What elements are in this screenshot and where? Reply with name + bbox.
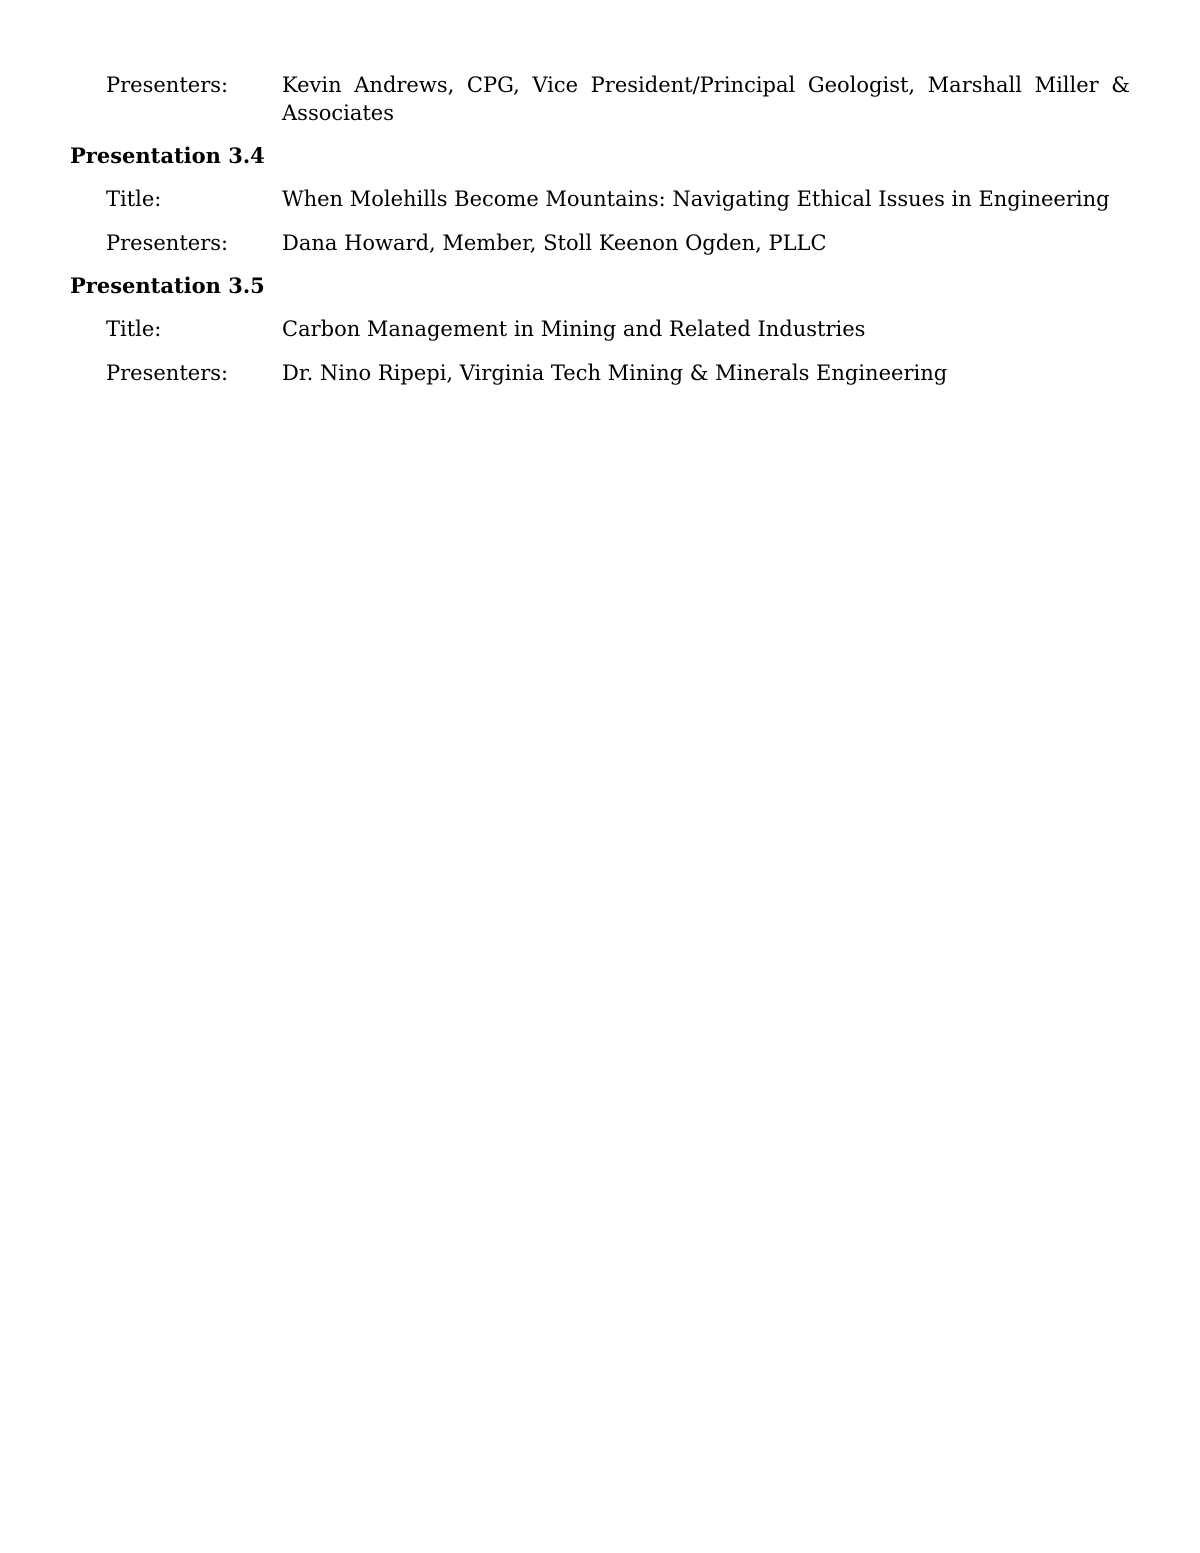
title-label: Title: — [106, 187, 162, 211]
presenters-value: Dr. Nino Ripepi, Virginia Tech Mining & Minerals Engineering — [282, 361, 948, 385]
presenters-row-3-5 — [106, 359, 1130, 387]
presenters-label: Presenters: — [106, 73, 229, 97]
presentation-3-5-heading: Presentation 3.5 — [70, 273, 265, 298]
title-label: Title: — [106, 317, 162, 341]
presentation-3-4-heading: Presentation 3.4 — [70, 143, 265, 168]
presenters-value: Kevin Andrews, CPG, Vice President/Principal Geologist, Marshall Miller & Associates — [282, 73, 1130, 125]
presenters-row-first — [106, 71, 1130, 127]
presenters-label: Presenters: — [106, 231, 229, 255]
title-row-3-5 — [106, 315, 1130, 343]
title-value: When Molehills Become Mountains: Navigating Ethical Issues in Engineering — [282, 187, 1110, 211]
presenters-value: Dana Howard, Member, Stoll Keenon Ogden, PLLC — [282, 231, 827, 255]
title-value: Carbon Management in Mining and Related Industries — [282, 317, 866, 341]
title-row-3-4 — [106, 185, 1130, 213]
presenters-row-3-4 — [106, 229, 1130, 257]
presenters-label: Presenters: — [106, 361, 229, 385]
